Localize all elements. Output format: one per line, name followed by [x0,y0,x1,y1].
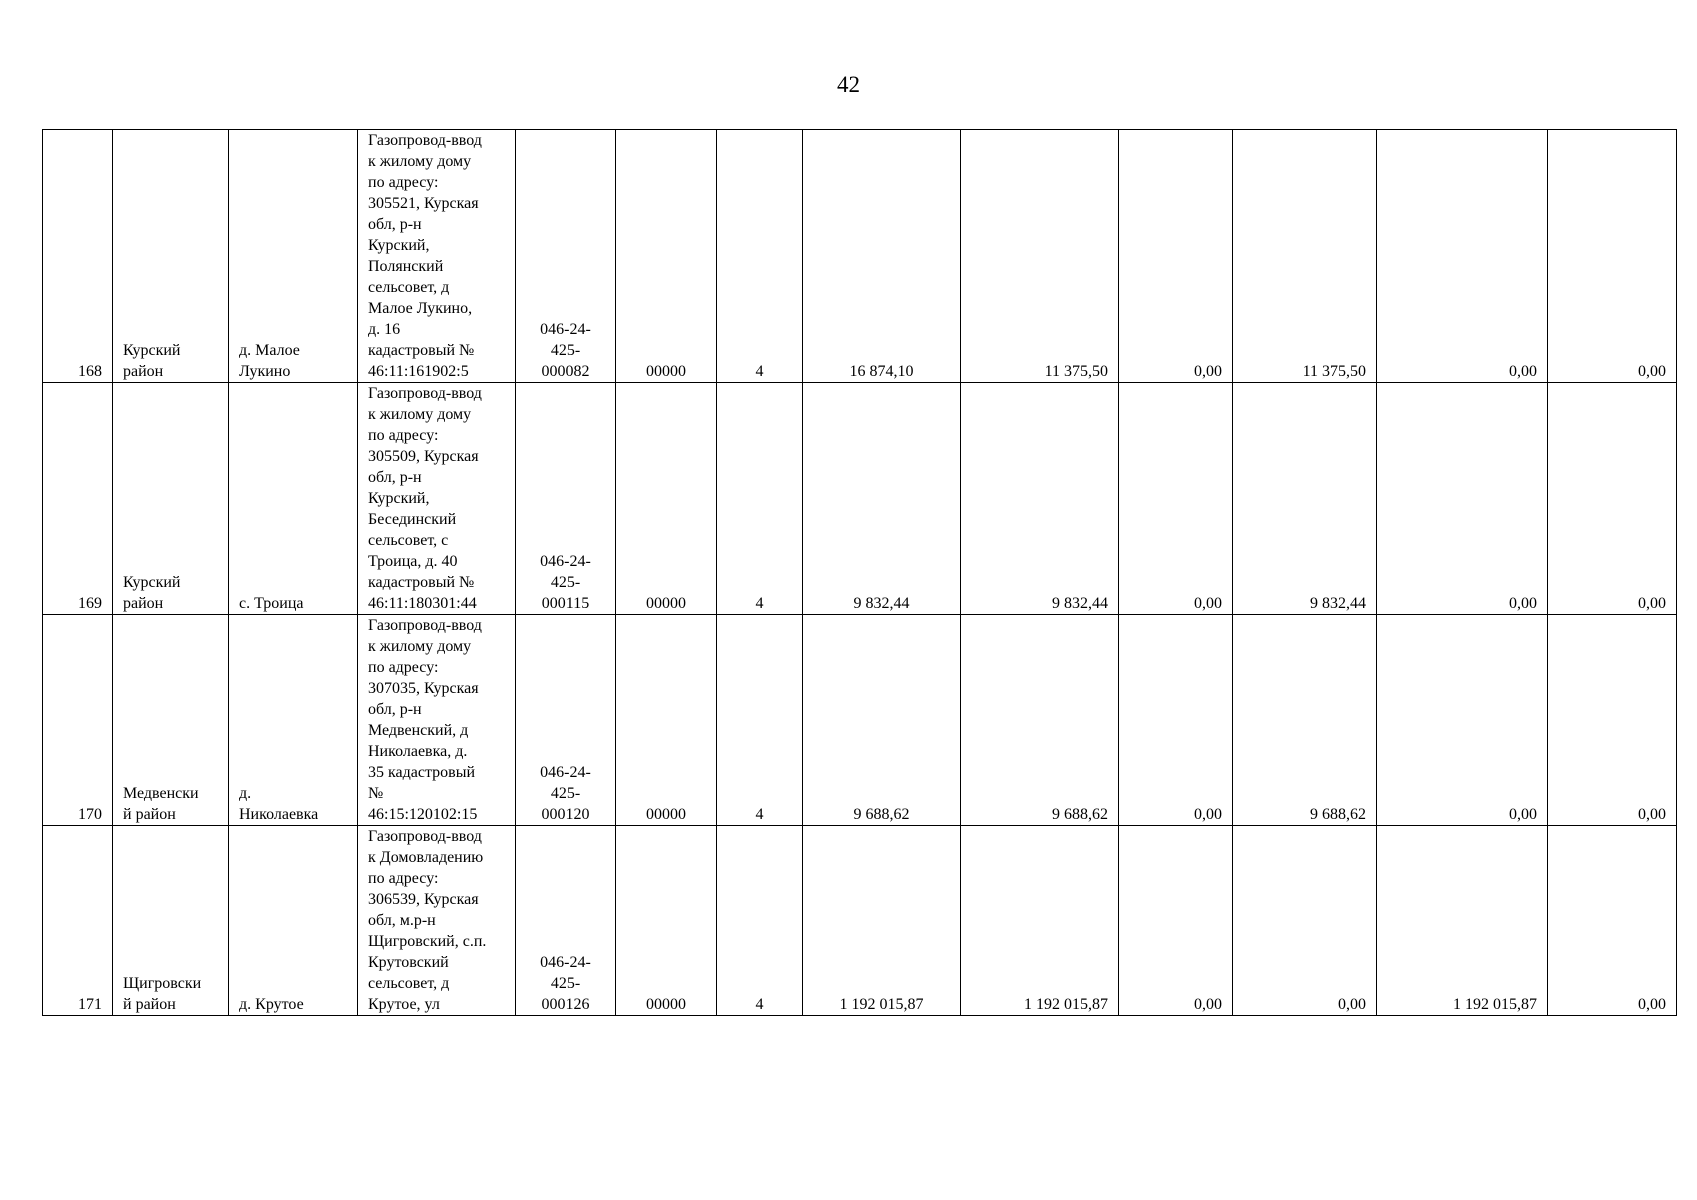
zeros-cell: 00000 [616,383,717,615]
group-cell: 4 [717,383,803,615]
register-table [42,129,1677,1016]
value-4-cell: 9 688,62 [1233,615,1377,826]
zeros-cell: 00000 [616,826,717,1016]
settlement-cell [229,383,358,615]
settlement-cell [229,826,358,1016]
value-6-cell: 0,00 [1548,826,1677,1016]
district-text: Щигровски й район [123,975,202,1013]
row-number: 169 [43,383,113,615]
value-4-cell: 9 832,44 [1233,383,1377,615]
settlement-text: д. Малое Лукино [239,342,300,380]
value-6-cell: 0,00 [1548,615,1677,826]
value-2-cell: 9 832,44 [961,383,1119,615]
description-cell [358,826,516,1016]
value-1-cell: 9 832,44 [803,383,961,615]
value-3-cell: 0,00 [1119,383,1233,615]
table-row [43,615,1677,826]
value-5-cell: 0,00 [1377,615,1548,826]
value-5-cell: 1 192 015,87 [1377,826,1548,1016]
row-number: 170 [43,615,113,826]
settlement-text: д. Крутое [239,996,304,1013]
district-text: Курский район [123,574,181,612]
value-5-cell: 0,00 [1377,130,1548,383]
description-text: Газопровод-ввод к жилому дому по адресу: 307035, Курская обл, р-н Медвенский, д Николаевка, д. 35 кадастровый № 46:15:120102:15 [368,617,482,823]
code-cell [516,615,616,826]
value-1-cell: 1 192 015,87 [803,826,961,1016]
table-row [43,383,1677,615]
description-cell [358,383,516,615]
zeros-cell: 00000 [616,130,717,383]
group-cell: 4 [717,130,803,383]
code-text: 046-24- 425- 000126 [540,954,591,1013]
value-1-cell: 16 874,10 [803,130,961,383]
code-text: 046-24- 425- 000082 [540,321,591,380]
district-text: Медвенски й район [123,785,199,823]
settlement-cell [229,615,358,826]
description-text: Газопровод-ввод к жилому дому по адресу: 305509, Курская обл, р-н Курский, Бесединский сельсовет, с Троица, д. 40 кадастровый № 46:11:180301:44 [368,385,482,612]
description-text: Газопровод-ввод к жилому дому по адресу: 305521, Курская обл, р-н Курский, Полянский сельсовет, д Малое Лукино, д. 16 кадастровый № 46:11:161902:5 [368,132,482,380]
code-cell [516,383,616,615]
settlement-text: д. Николаевка [239,785,319,823]
row-number: 168 [43,130,113,383]
description-text: Газопровод-ввод к Домовладению по адресу: 306539, Курская обл, м.р-н Щигровский, с.п. Крутовский сельсовет, д Крутое, ул [368,828,487,1013]
description-cell [358,130,516,383]
table-row [43,826,1677,1016]
district-cell [113,615,229,826]
value-6-cell: 0,00 [1548,383,1677,615]
value-2-cell: 1 192 015,87 [961,826,1119,1016]
table-row [43,130,1677,383]
code-text: 046-24- 425- 000115 [540,553,591,612]
page-number: 42 [837,72,860,97]
district-cell [113,130,229,383]
value-2-cell: 11 375,50 [961,130,1119,383]
code-cell [516,130,616,383]
district-text: Курский район [123,342,181,380]
value-4-cell: 11 375,50 [1233,130,1377,383]
code-cell [516,826,616,1016]
zeros-cell: 00000 [616,615,717,826]
value-1-cell: 9 688,62 [803,615,961,826]
group-cell: 4 [717,615,803,826]
district-cell [113,383,229,615]
value-4-cell: 0,00 [1233,826,1377,1016]
code-text: 046-24- 425- 000120 [540,764,591,823]
value-3-cell: 0,00 [1119,130,1233,383]
value-6-cell: 0,00 [1548,130,1677,383]
value-3-cell: 0,00 [1119,615,1233,826]
row-number: 171 [43,826,113,1016]
settlement-cell [229,130,358,383]
value-3-cell: 0,00 [1119,826,1233,1016]
settlement-text: с. Троица [239,595,304,612]
value-2-cell: 9 688,62 [961,615,1119,826]
group-cell: 4 [717,826,803,1016]
value-5-cell: 0,00 [1377,383,1548,615]
district-cell [113,826,229,1016]
description-cell [358,615,516,826]
